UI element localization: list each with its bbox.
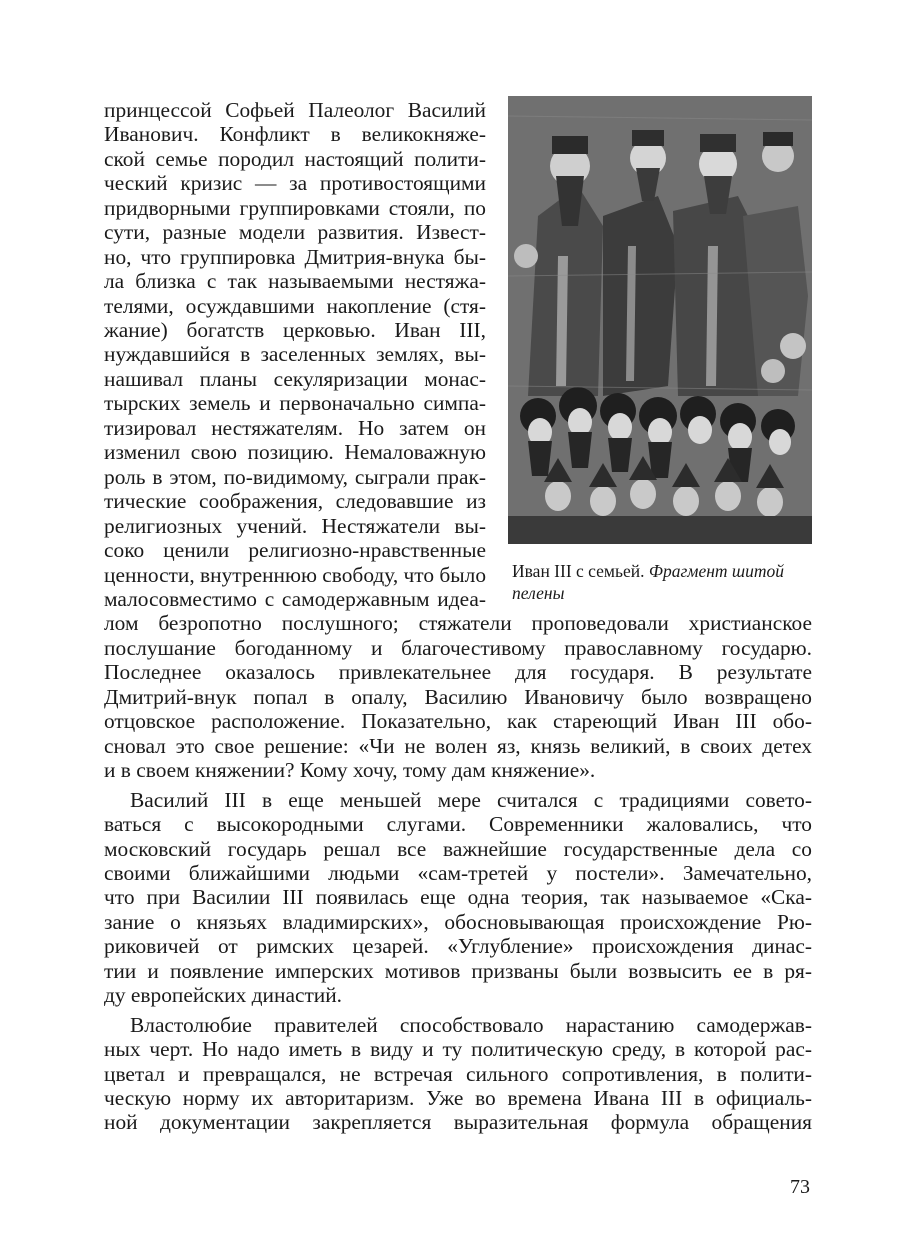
text-line: тические соображения, следовавшие из: [104, 489, 486, 513]
text-line: послушание богоданному и благочестивому православному государю.: [104, 636, 812, 660]
text-line: жание) богатств церковью. Иван III,: [104, 318, 486, 342]
text-line: соко ценили религиозно-нравственные: [104, 538, 486, 562]
text-line: ценности, внутреннюю свободу, что было: [104, 563, 487, 587]
text-line: религиозных учений. Нестяжатели вы-: [104, 514, 486, 538]
text-line: сути, разные модели развития. Извест-: [104, 220, 486, 244]
text-line: придворными группировками стояли, по: [104, 196, 486, 220]
text-line: ду европейских династий.: [104, 983, 343, 1007]
text-line: и в своем княжении? Кому хочу, тому дам княжение».: [104, 758, 596, 782]
embroidered-shroud-illustration: [508, 96, 812, 544]
text-line: Василий III в еще меньшей мере считался с традициями совето-: [130, 788, 812, 812]
text-line: ческую норму их авторитаризм. Уже во времена Ивана III в официаль-: [104, 1086, 812, 1110]
text-line: риковичей от римских цезарей. «Углубление» происхождения динас-: [104, 934, 812, 958]
text-line: ных черт. Но надо иметь в виду и ту политическую среду, в которой рас-: [104, 1037, 812, 1061]
page-number: 73: [790, 1176, 810, 1198]
text-line: тии и появление имперских мотивов призваны были возвысить ее в ря-: [104, 959, 812, 983]
text-line: малосовместимо с самодержавным идеа-: [104, 587, 486, 611]
text-line: зание о князьях владимирских», обосновывающая происхождение Рю-: [104, 910, 812, 934]
caption-title: Иван III с семьей.: [512, 561, 645, 581]
text-line: ной документации закрепляется выразительная формула обращения: [104, 1110, 812, 1134]
caption-italic: Фрагмент шитой пелены: [512, 561, 785, 603]
text-line: сновал это свое решение: «Чи не волен яз, князь великий, в своих детех: [104, 734, 812, 758]
text-line: своими ближайшими людьми «сам-третей у постели». Замечательно,: [104, 861, 812, 885]
text-line: принцессой Софьей Палеолог Василий: [104, 98, 486, 122]
text-line: ваться с высокородными слугами. Современники жаловались, что: [104, 812, 812, 836]
figure-caption: [512, 560, 812, 604]
figure-embroidery-image: [508, 96, 812, 544]
text-line: лом безропотно послушного; стяжатели проповедовали христианское: [104, 611, 812, 635]
text-line: цветал и превращался, не встречая сильного сопротивления, в полити-: [104, 1062, 812, 1086]
text-line: тизировал нестяжателям. Но затем он: [104, 416, 486, 440]
text-line: Дмитрий-внук попал в опалу, Василию Ивановичу было возвращено: [104, 685, 812, 709]
text-line: роль в этом, по-видимому, сыграли прак-: [104, 465, 486, 489]
text-line: отцовское расположение. Показательно, как стареющий Иван III обо-: [104, 709, 812, 733]
text-line: Властолюбие правителей способствовало нарастанию самодержав-: [130, 1013, 812, 1037]
text-line: ческий кризис — за противостоящими: [104, 171, 486, 195]
text-line: нуждавшийся в заселенных землях, вы-: [104, 342, 486, 366]
text-line: изменил свою позицию. Немаловажную: [104, 440, 486, 464]
text-line: Последнее оказалось привлекательнее для государя. В результате: [104, 660, 812, 684]
text-line: но, что группировка Дмитрия-внука бы-: [104, 245, 486, 269]
text-line: телями, осуждавшими накопление (стя-: [104, 294, 486, 318]
text-line: что при Василии III появилась еще одна теория, так называемое «Ска-: [104, 885, 812, 909]
text-line: нашивал планы секуляризации монас-: [104, 367, 486, 391]
text-line: ской семье породил настоящий полити-: [104, 147, 486, 171]
text-line: ла близка с так называемыми нестяжа-: [104, 269, 486, 293]
text-line: московский государь решал все важнейшие государственные дела со: [104, 837, 812, 861]
text-line: тырских земель и первоначально симпа-: [104, 391, 486, 415]
text-line: Иванович. Конфликт в великокняже-: [104, 122, 486, 146]
